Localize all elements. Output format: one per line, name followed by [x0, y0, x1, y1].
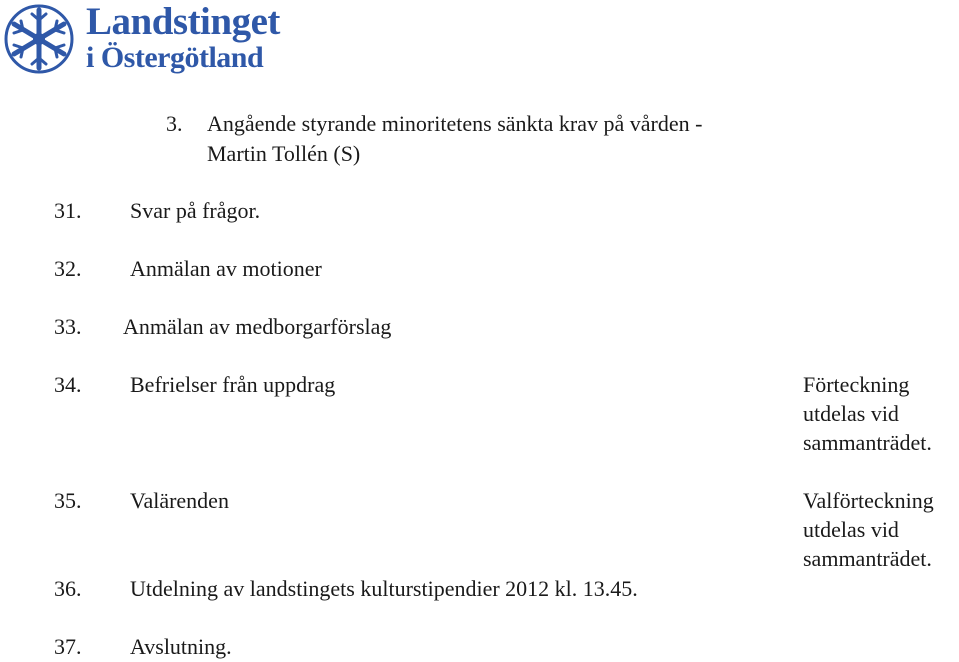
item-note-line: Förteckning — [803, 372, 910, 397]
item-label: Valärenden — [130, 488, 229, 513]
item-note-line: utdelas vid — [803, 517, 899, 542]
item-note-line: sammanträdet. — [803, 546, 932, 571]
item-label: Utdelning av landstingets kulturstipendier 2012 kl. 13.45. — [130, 576, 638, 601]
item-note — [803, 486, 934, 573]
logo — [0, 0, 320, 80]
subitem-number: 3. — [166, 111, 183, 136]
logo-title: Landstinget — [86, 0, 280, 43]
item-number: 31. — [54, 198, 82, 223]
item-label: Anmälan av medborgarförslag — [123, 314, 392, 339]
item-label: Avslutning. — [130, 634, 232, 659]
subitem-text-line1: Angående styrande minoritetens sänkta krav på vården - — [207, 111, 703, 136]
item-note-line: Valförteckning — [803, 488, 934, 513]
item-label: Svar på frågor. — [130, 198, 261, 223]
item-note-line: sammanträdet. — [803, 430, 932, 455]
item-number: 37. — [54, 634, 82, 659]
item-label: Anmälan av motioner — [130, 256, 322, 281]
item-note — [803, 370, 932, 457]
item-label: Befrielser från uppdrag — [130, 372, 336, 397]
item-number: 33. — [54, 314, 82, 339]
subitem-text-line2: Martin Tollén (S) — [207, 141, 361, 166]
logo-subtitle: i Östergötland — [86, 41, 264, 74]
item-number: 35. — [54, 488, 82, 513]
item-number: 32. — [54, 256, 82, 281]
snowflake-emblem-icon — [2, 2, 76, 76]
item-number: 34. — [54, 372, 82, 397]
item-note-line: utdelas vid — [803, 401, 899, 426]
item-number: 36. — [54, 576, 82, 601]
